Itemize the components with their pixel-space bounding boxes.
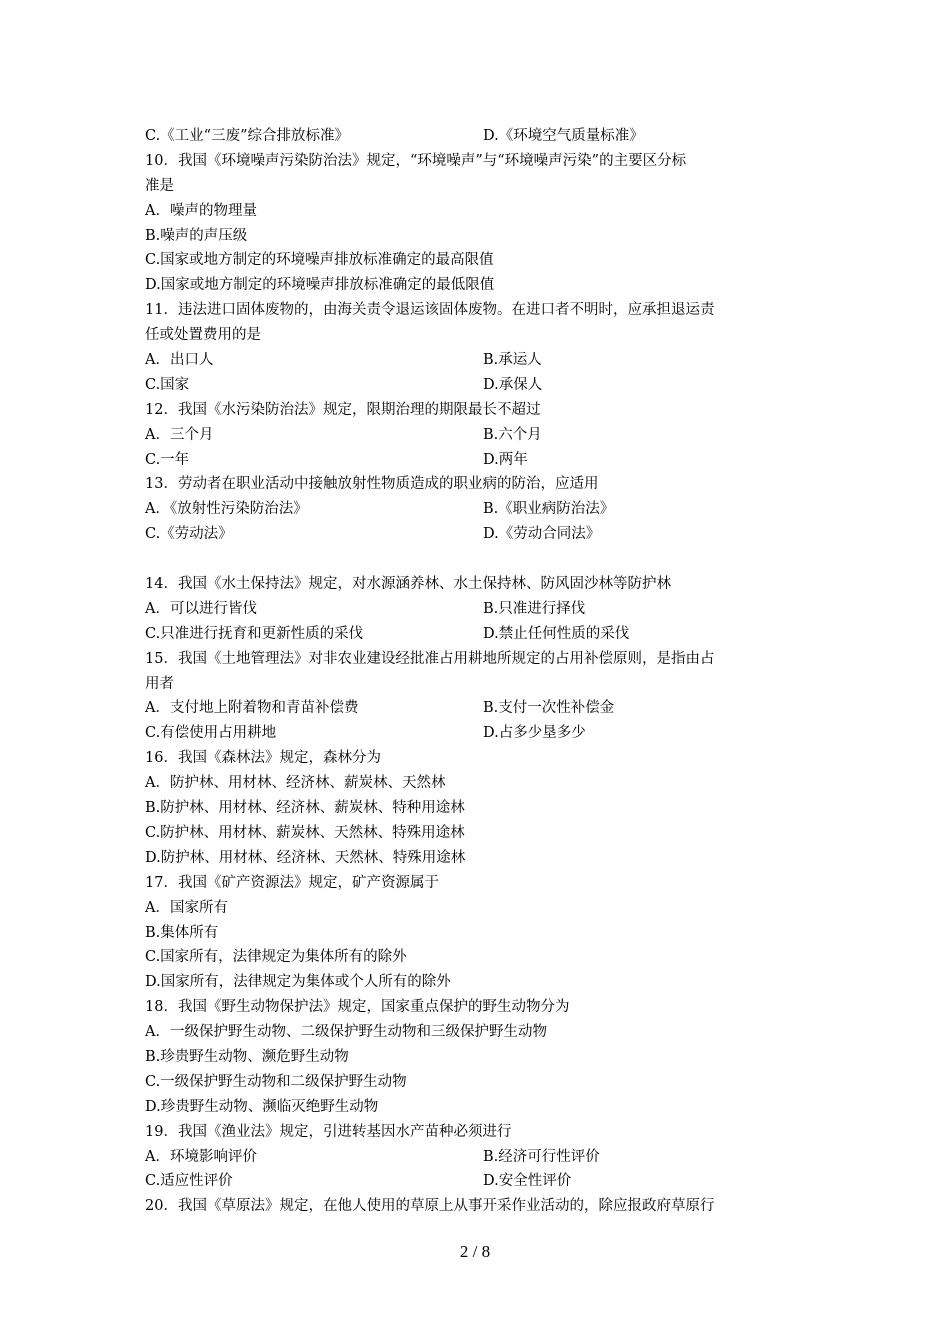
text-line: D.国家或地方制定的环境噪声排放标准确定的最低限值 [145, 277, 495, 294]
option-left: A．《放射性污染防治法》 [145, 501, 308, 518]
option-right: D.《劳动合同法》 [483, 526, 601, 543]
option-right: D.承保人 [483, 376, 543, 393]
text-line: C.国家所有，法律规定为集体所有的除外 [145, 949, 407, 966]
text-line: A．防护林、用材林、经济林、薪炭林、天然林 [145, 775, 446, 792]
option-right: B.支付一次性补偿金 [483, 700, 615, 717]
option-right: D.《环境空气质量标准》 [483, 128, 644, 144]
text-line: 用者 [145, 675, 174, 692]
option-row [145, 622, 805, 647]
text-line: 12．我国《水污染防治法》规定，限期治理的期限最长不超过 [145, 401, 541, 418]
option-left: A．出口人 [145, 352, 214, 369]
option-row [145, 423, 805, 448]
text-line: 11．违法进口固体废物的，由海关责令退运该固体废物。在进口者不明时，应承担退运责 [145, 302, 715, 319]
text-line: 20．我国《草原法》规定，在他人使用的草原上从事开采作业活动的，除应报政府草原行 [145, 1198, 715, 1215]
text-line: B.集体所有 [145, 924, 219, 941]
text-line: A．一级保护野生动物、二级保护野生动物和三级保护野生动物 [145, 1024, 547, 1041]
option-left: C.国家 [145, 376, 190, 393]
option-left: A．可以进行皆伐 [145, 600, 257, 617]
text-line: D.国家所有，法律规定为集体或个人所有的除外 [145, 974, 451, 991]
option-right: B.经济可行性评价 [483, 1148, 600, 1165]
text-line: 16．我国《森林法》规定，森林分为 [145, 750, 381, 767]
option-left: C.只准进行抚育和更新性质的采伐 [145, 625, 364, 642]
text-line: 10．我国《环境噪声污染防治法》规定，“环境噪声”与“环境噪声污染”的主要区分标 [145, 152, 687, 169]
option-left: A．支付地上附着物和青苗补偿费 [145, 700, 359, 717]
text-line: D.珍贵野生动物、濒临灭绝野生动物 [145, 1098, 379, 1115]
page-number: 2 / 8 [459, 1242, 491, 1261]
text-line: 14．我国《水土保持法》规定，对水源涵养林、水土保持林、防风固沙林等防护林 [145, 576, 671, 593]
option-left: C.一年 [145, 451, 190, 468]
option-right: D.占多少垦多少 [483, 725, 586, 742]
text-line: 15．我国《土地管理法》对非农业建设经批准占用耕地所规定的占用补偿原则，是指由占 [145, 650, 715, 667]
text-line: B.珍贵野生动物、濒危野生动物 [145, 1048, 349, 1065]
option-right: D.两年 [483, 451, 528, 468]
option-row [145, 597, 805, 622]
option-left: A．三个月 [145, 426, 214, 443]
text-line: C.防护林、用材林、薪炭林、天然林、特殊用途林 [145, 824, 465, 841]
option-row [145, 124, 805, 149]
blank-line [145, 547, 805, 572]
text-line: 18．我国《野生动物保护法》规定，国家重点保护的野生动物分为 [145, 999, 570, 1016]
option-row [145, 696, 805, 721]
option-row [145, 1169, 805, 1194]
option-row [145, 721, 805, 746]
text-line: B.防护林、用材林、经济林、薪炭林、特种用途林 [145, 800, 465, 817]
text-line: C.国家或地方制定的环境噪声排放标准确定的最高限值 [145, 252, 494, 269]
option-left: C.适应性评价 [145, 1173, 233, 1190]
text-line: 13．劳动者在职业活动中接触放射性物质造成的职业病的防治，应适用 [145, 476, 599, 493]
text-line: 17．我国《矿产资源法》规定，矿产资源属于 [145, 874, 439, 891]
option-right: B.承运人 [483, 352, 542, 369]
option-row [145, 448, 805, 473]
option-right: B.只准进行择伐 [483, 600, 586, 617]
option-right: D.安全性评价 [483, 1173, 572, 1190]
text-line: 19．我国《渔业法》规定，引进转基因水产苗种必须进行 [145, 1123, 512, 1140]
text-line: A．国家所有 [145, 899, 228, 916]
exam-questions [145, 124, 805, 1219]
option-right: B.《职业病防治法》 [483, 501, 615, 518]
option-left: C.有偿使用占用耕地 [145, 725, 277, 742]
option-right: D.禁止任何性质的采伐 [483, 625, 630, 642]
option-row [145, 522, 805, 547]
option-row [145, 373, 805, 398]
option-left: A．环境影响评价 [145, 1148, 257, 1165]
text-line: C.一级保护野生动物和二级保护野生动物 [145, 1073, 407, 1090]
text-line: A．噪声的物理量 [145, 202, 257, 219]
option-left: C.《劳动法》 [145, 526, 233, 543]
option-left: C.《工业“三废”综合排放标准》 [145, 128, 350, 144]
text-line: D.防护林、用材林、经济林、天然林、特殊用途林 [145, 849, 466, 866]
option-row [145, 348, 805, 373]
option-row [145, 1145, 805, 1170]
text-line: 任或处置费用的是 [145, 327, 261, 344]
text-line: 准是 [145, 177, 174, 194]
option-row [145, 497, 805, 522]
text-line: B.噪声的声压级 [145, 227, 248, 244]
option-right: B.六个月 [483, 426, 542, 443]
